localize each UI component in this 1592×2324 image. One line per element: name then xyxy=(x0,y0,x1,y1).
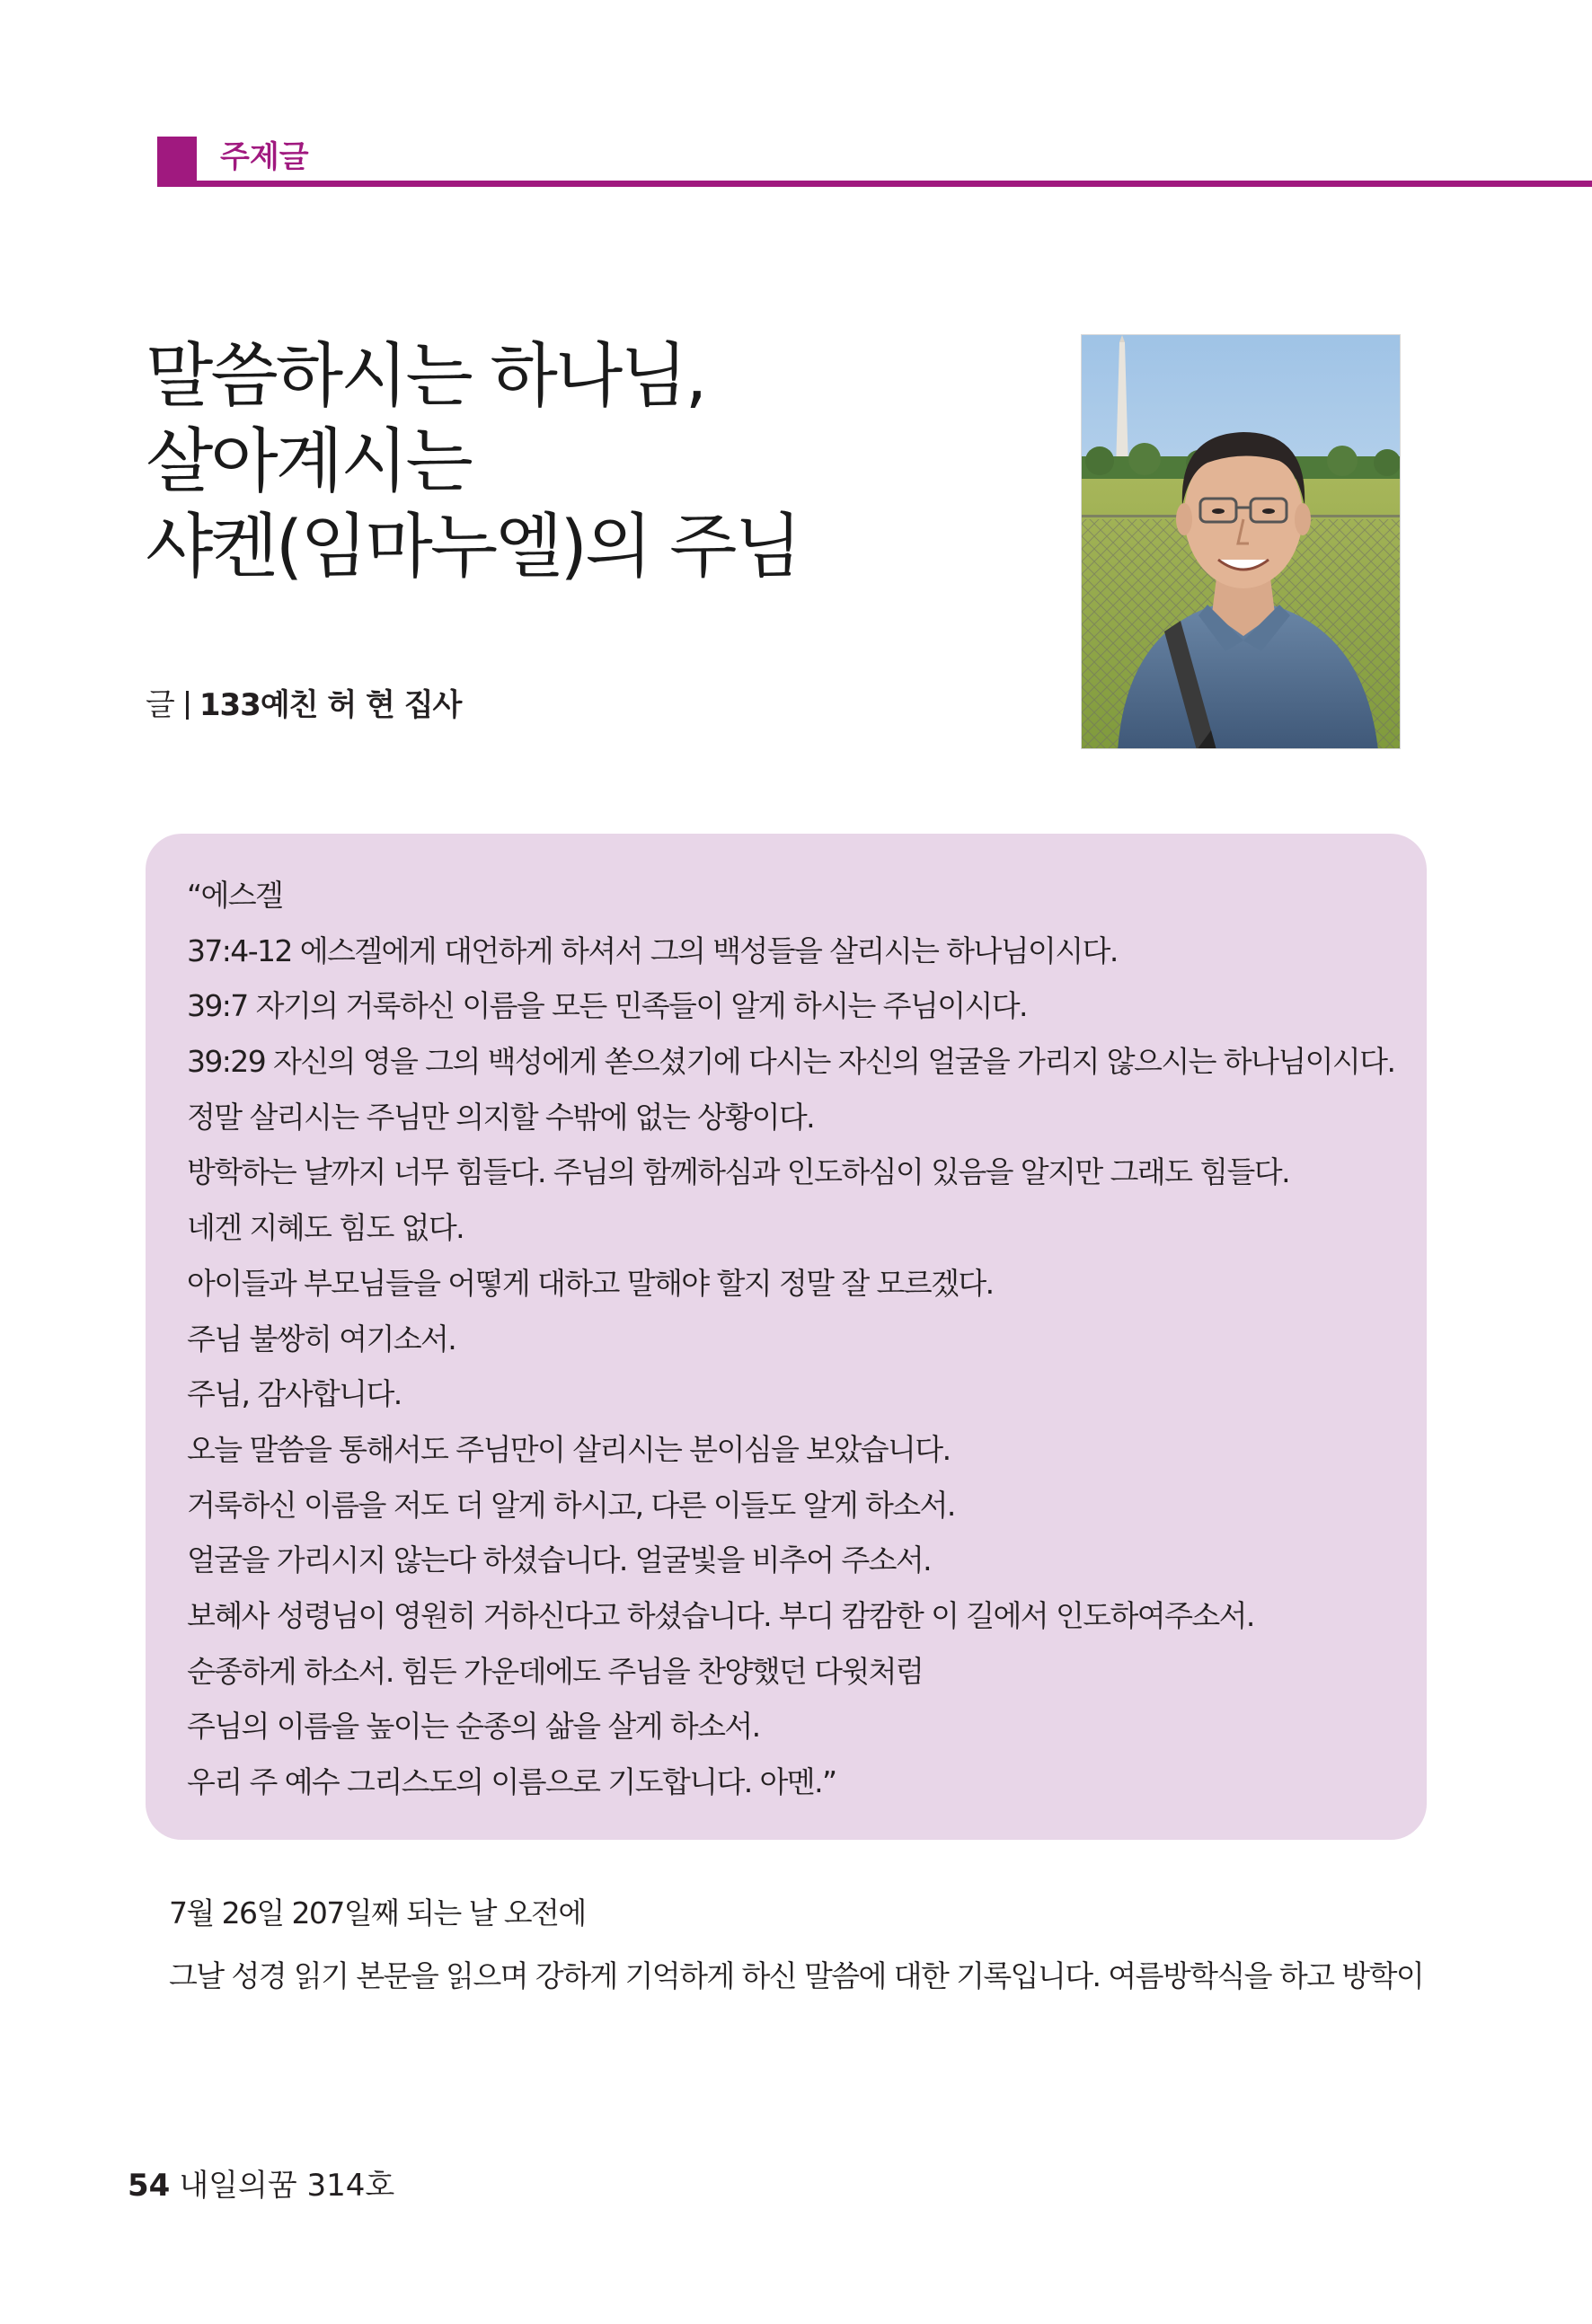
byline-separator xyxy=(186,691,189,720)
prayer-line: 주님의 이름을 높이는 순종의 삶을 살게 하소서. xyxy=(187,1709,760,1745)
prayer-line: “에스겔 xyxy=(187,878,283,913)
prayer-line: 방학하는 날까지 너무 힘들다. 주님의 함께하심과 인도하심이 있음을 알지만 그래도 힘들다. xyxy=(187,1154,1289,1190)
prayer-line: 오늘 말씀을 통해서도 주님만이 살리시는 분이심을 보았습니다. xyxy=(187,1431,951,1467)
publication-name: 내일의꿈 314호 xyxy=(179,2168,395,2204)
prayer-line: 39:7 자기의 거룩하신 이름을 모든 민족들이 알게 하시는 주님이시다. xyxy=(187,988,1027,1024)
prayer-line: 네겐 지혜도 힘도 없다. xyxy=(187,1210,464,1246)
title-line: 샤켄(임마누엘)의 주님 xyxy=(146,507,800,588)
prayer-line: 주님 불쌍히 여기소서. xyxy=(187,1321,456,1356)
byline-prefix: 글 xyxy=(146,687,175,723)
prayer-line: 정말 살리시는 주님만 의지할 수밖에 없는 상황이다. xyxy=(187,1099,815,1135)
prayer-line: 아이들과 부모님들을 어떻게 대하고 말해야 할지 정말 잘 모르겠다. xyxy=(187,1265,994,1301)
article-body xyxy=(169,1887,1427,2012)
title-line: 말씀하시는 하나님, xyxy=(146,336,705,417)
section-label: 주제글 xyxy=(220,139,309,175)
author-name: 133예친 허 현 집사 xyxy=(199,687,462,723)
prayer-line: 보혜사 성령님이 영원히 거하신다고 하셨습니다. 부디 캄캄한 이 길에서 인도하여주소서. xyxy=(187,1597,1254,1633)
article-title xyxy=(146,334,1062,590)
page-number: 54 xyxy=(128,2168,171,2204)
prayer-line: 순종하게 하소서. 힘든 가운데에도 주님을 찬양했던 다윗처럼 xyxy=(187,1653,924,1689)
section-divider xyxy=(157,181,1592,187)
prayer-box xyxy=(146,834,1427,1840)
prayer-line: 37:4-12 에스겔에게 대언하게 하셔서 그의 백성들을 살리시는 하나님이시다. xyxy=(187,932,1118,968)
byline xyxy=(146,685,461,726)
prayer-line: 거룩하신 이름을 저도 더 알게 하시고, 다른 이들도 알게 하소서. xyxy=(187,1487,955,1523)
body-paragraph: 7월 26일 207일째 되는 날 오전에 xyxy=(169,1895,586,1931)
prayer-line: 39:29 자신의 영을 그의 백성에게 쏟으셨기에 다시는 자신의 얼굴을 가리지 않으시는 하나님이시다. xyxy=(187,1044,1395,1080)
prayer-line: 주님, 감사합니다. xyxy=(187,1376,402,1412)
prayer-line: 우리 주 예수 그리스도의 이름으로 기도합니다. 아멘.” xyxy=(187,1764,836,1799)
title-line: 살아계시는 xyxy=(146,421,471,502)
author-photo xyxy=(1081,334,1401,749)
prayer-line: 얼굴을 가리시지 않는다 하셨습니다. 얼굴빛을 비추어 주소서. xyxy=(187,1542,932,1578)
section-marker xyxy=(157,137,197,187)
body-paragraph: 그날 성경 읽기 본문을 읽으며 강하게 기억하게 하신 말씀에 대한 기록입니다. 여름방학식을 하고 방학이 xyxy=(169,1958,1424,1993)
page-footer xyxy=(128,2163,394,2208)
prayer-text xyxy=(187,868,1394,1810)
section-header xyxy=(157,137,1592,187)
